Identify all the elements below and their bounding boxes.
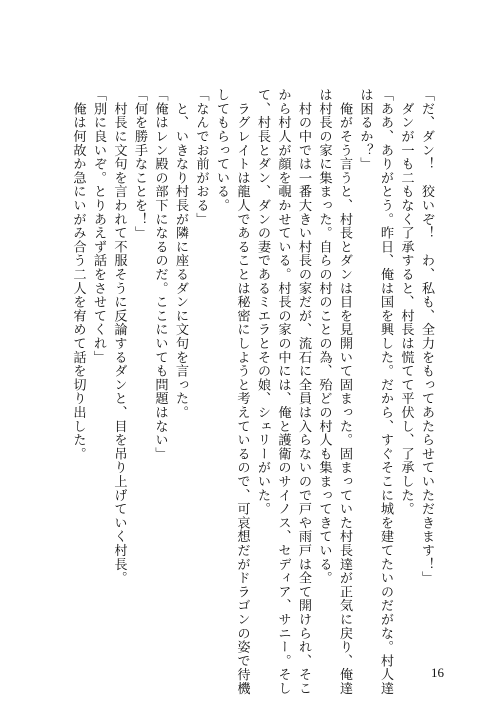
text-line: は困るか？」	[357, 88, 373, 171]
text-line: 「俺はレン殿の部下になるのだ。ここにいても問題はない」	[152, 88, 168, 461]
text-line: ラグレイトは龍人であることは秘密にしようと考えているので、可哀想だがドラゴンの姿で待機	[234, 88, 250, 696]
text-line: 「ああ、ありがとう。昨日、俺は国を興した。だから、すぐそこに城を建てたいのだがな。村人達	[378, 88, 393, 696]
text-line: 俺がそう言うと、村長とダンは目を見開いて固まった。固まっていた村長達が正気に戻り、俺達	[337, 88, 352, 696]
text-line: ダンが一も二もなく了承すると、村長は慌てて平伏し、了承した。	[398, 88, 414, 516]
text-line: て、村長とダン、ダンの妻であるミエラとその娘、シェリーがいた。	[255, 88, 270, 516]
page-number: 16	[431, 665, 444, 680]
text-line: は村長の家に集まった。自らの村のことの為、殆どの村人も集まってきている。	[316, 88, 332, 585]
text-line: してもらっている。	[214, 88, 229, 213]
text-line: から村人が顔を覗かせている。村長の家の中には、俺と護衛のサイノス、セディア、サニー。そし	[275, 88, 291, 696]
text-line: 村長に文句を言われて不服そうに反論するダンと、目を吊り上げていく村長。	[111, 88, 127, 585]
text-line: と、いきなり村長が隣に座るダンに文句を言った。	[173, 88, 188, 420]
text-line: 村の中では一番大きい村長の家だが、流石に全員は入らないので戸や雨戸は全て開けられ、そこ	[296, 88, 311, 696]
text-line: 俺は何故か急にいがみ合う二人を宥めて話を切り出した。	[70, 88, 86, 461]
text-line: 「だ、ダン！ 狡いぞ！ わ、私も、全力をもってあたらせていただきます！」	[419, 88, 434, 585]
text-line: 「別に良いぞ。とりあえず話をさせてくれ」	[91, 88, 106, 364]
text-line: 「なんでお前がおる」	[193, 88, 209, 226]
text-line: 「何を勝手なことを！」	[132, 88, 147, 240]
vertical-text-block	[67, 88, 436, 696]
